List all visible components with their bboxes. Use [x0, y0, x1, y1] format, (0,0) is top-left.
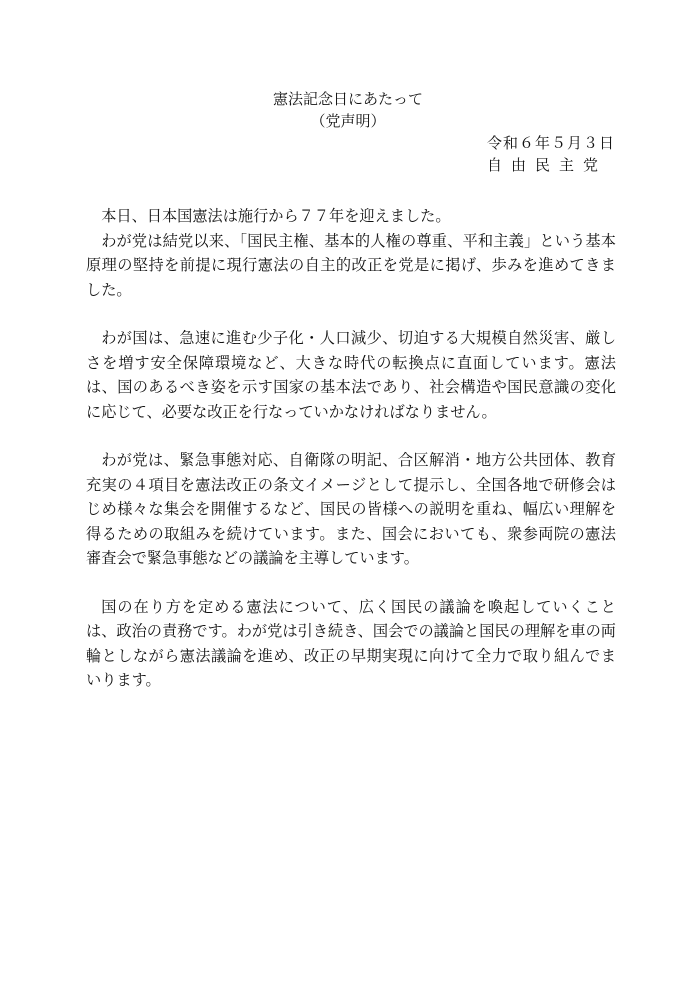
- paragraph-3: わが国は、急速に進む少子化・人口減少、切迫する大規模自然災害、厳しさを増す安全保障環境など、大きな時代の転換点に直面しています。憲法は、国のあるべき姿を示す国家の基本法であり、社会構造や国民意識の変化に応じて、必要な改正を行なっていかなければなりません。: [86, 329, 616, 421]
- document-title: 憲法記念日にあたって: [272, 90, 423, 108]
- party-name: 自由民主党: [487, 156, 608, 174]
- statement-date: 令和６年５月３日: [487, 134, 616, 152]
- paragraph-2: わが党は結党以来、「国民主権、基本的人権の尊重、平和主義」という基本原理の堅持を前提に現行憲法の自主的改正を党是に掲げ、歩みを進めてきました。: [86, 231, 616, 299]
- statement-body: [86, 204, 616, 693]
- paragraph-1: 本日、日本国憲法は施行から７７年を迎えました。: [101, 207, 451, 225]
- paragraph-4: わが党は、緊急事態対応、自衛隊の明記、合区解消・地方公共団体、教育充実の４項目を憲法改正の条文イメージとして提示し、全国各地で研修会はじめ様々な集会を開催するなど、国民の皆様への説明を重ね、幅広い理解を得るための取組みを続けています。また、国会においても、衆参両院の憲法審査会で緊急事態などの議論を主導しています。: [86, 451, 616, 567]
- document-subtitle: （党声明）: [310, 112, 386, 130]
- paragraph-5: 国の在り方を定める憲法について、広く国民の議論を喚起していくことは、政治の責務です。わが党は引き続き、国会での議論と国民の理解を車の両輪としながら憲法議論を進め、改正の早期実現に向けて全力で取り組んでまいります。: [86, 597, 616, 689]
